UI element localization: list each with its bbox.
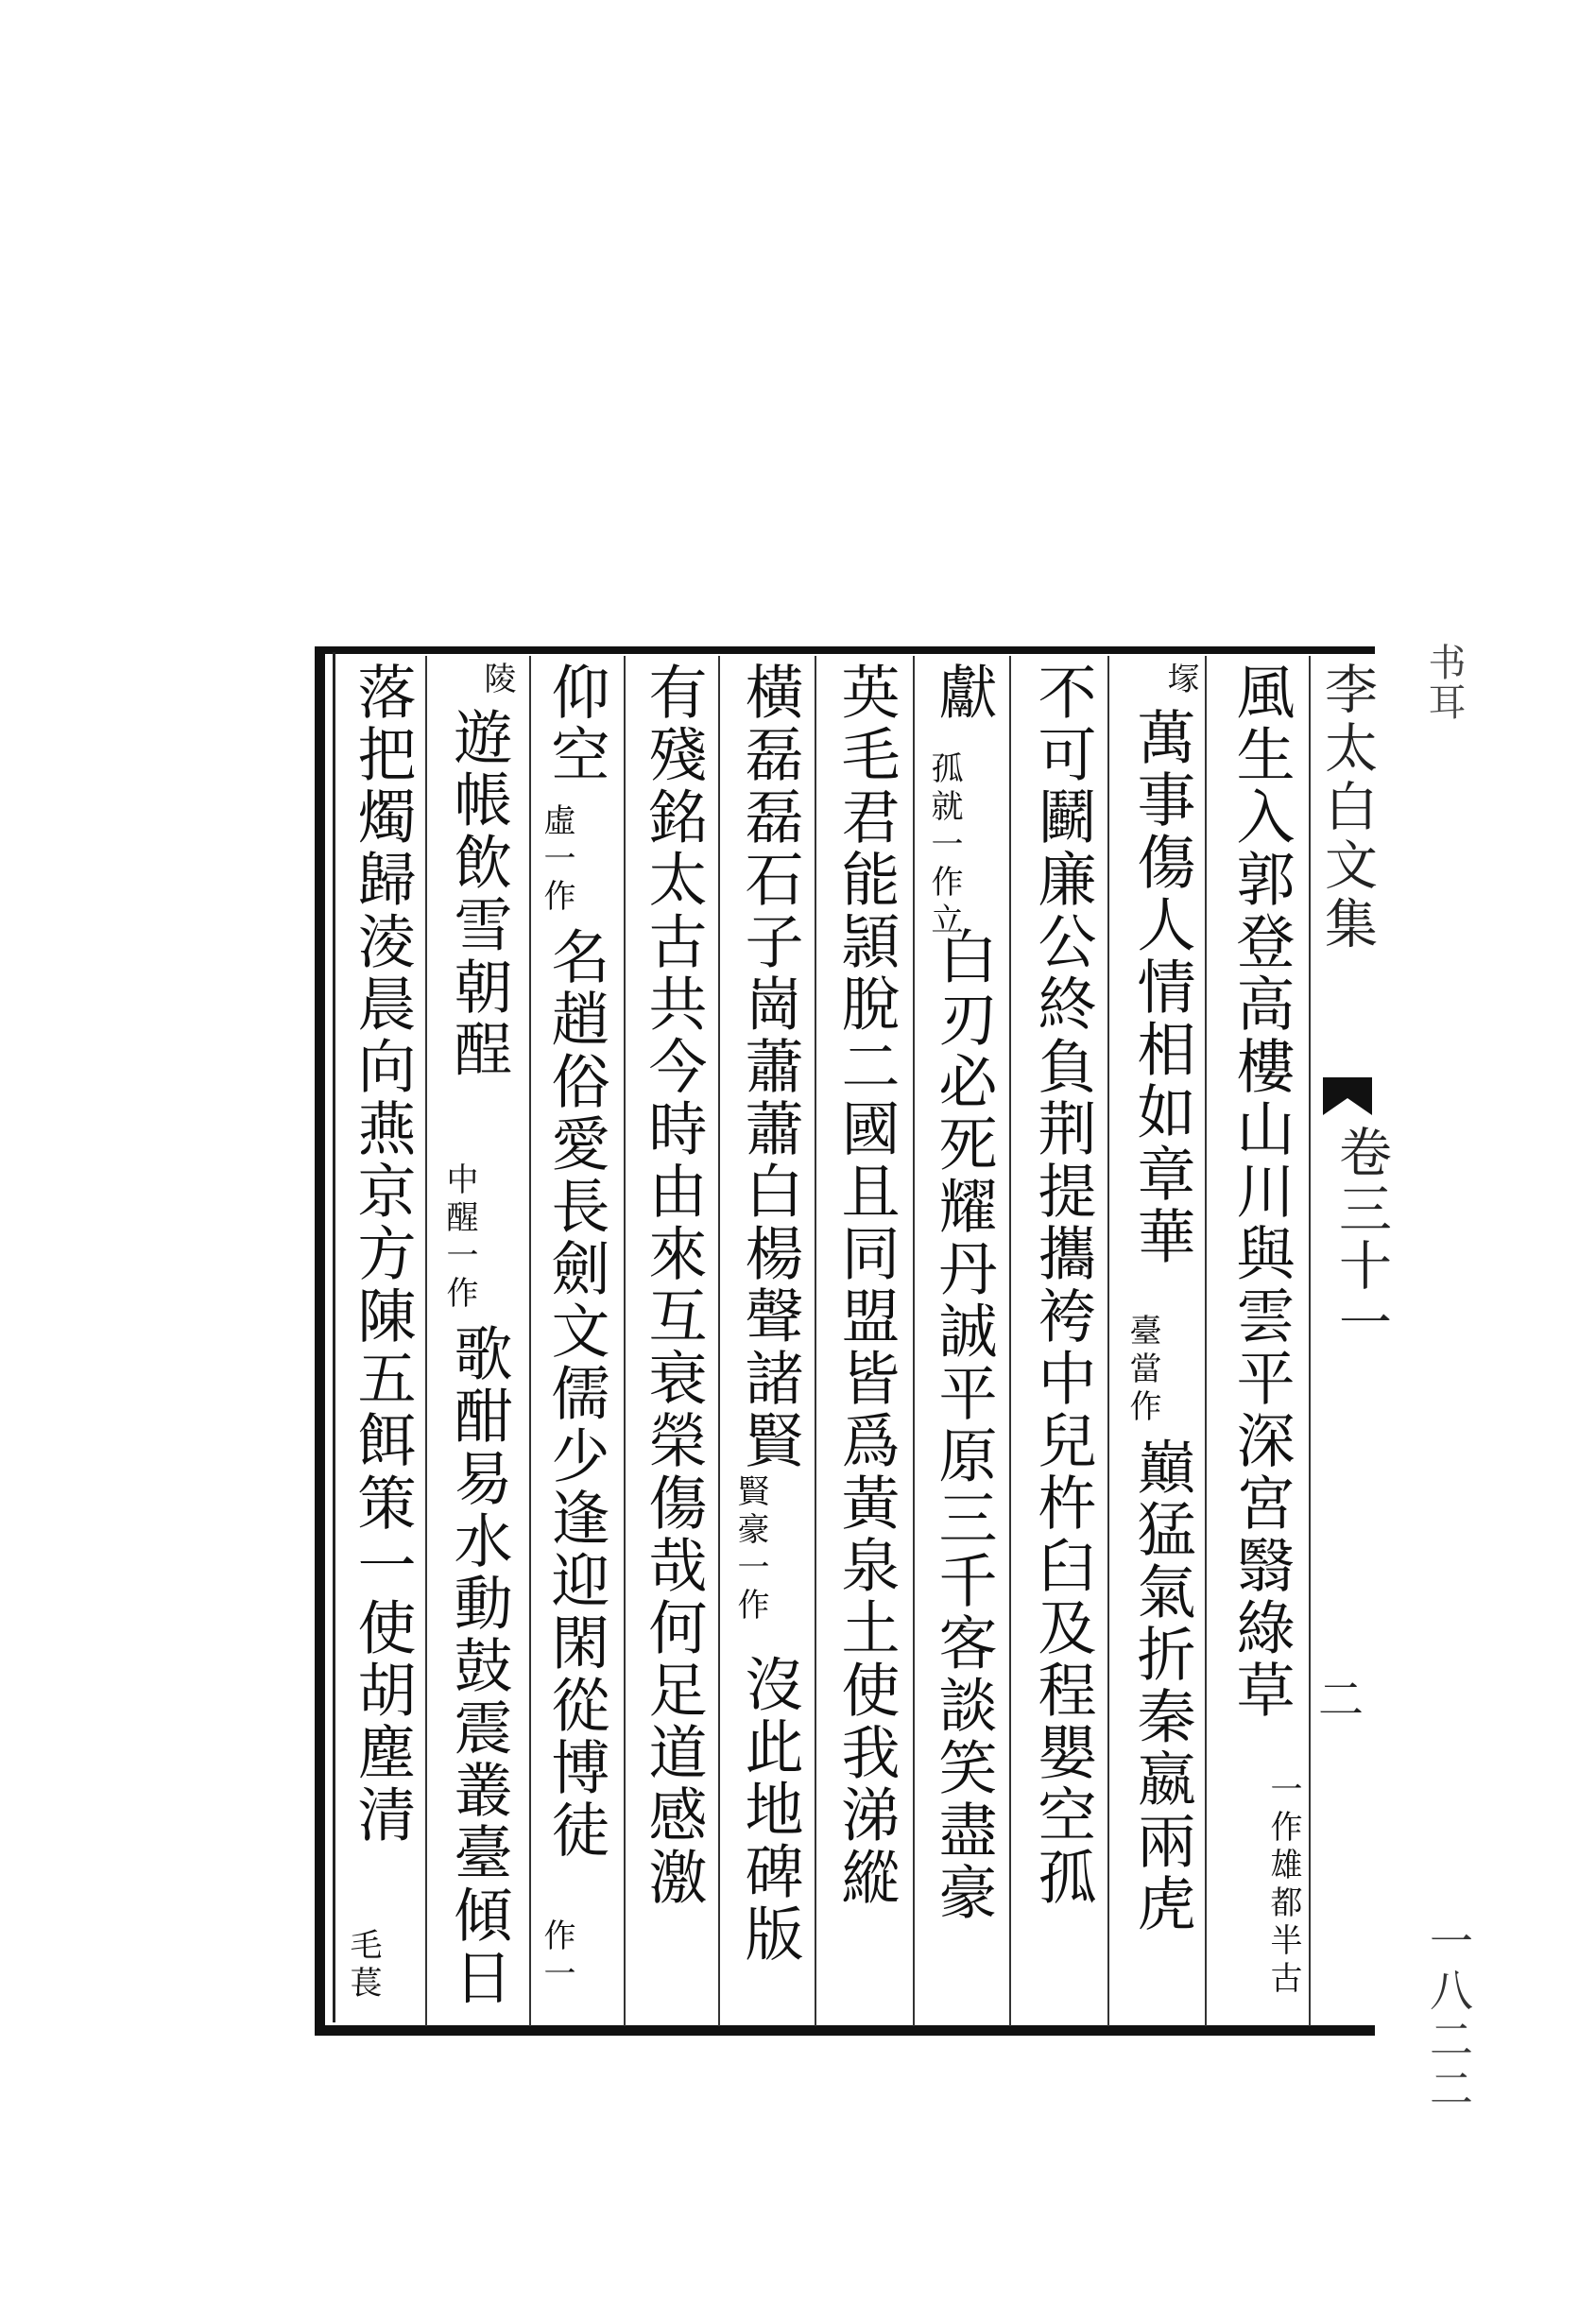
column-annotation: 一作雄都半古 [1264,1772,1302,1999]
column-main-text: 不可鬬廉公終負荆提攜袴中兒杵臼及程嬰空孤 [1028,662,1097,1909]
text-column-4 [921,662,1004,2022]
column-main-text: 落把燭歸淩晨向燕京方陳五餌策一使胡塵清 [348,662,417,1847]
column-main-text: 風生入郭登高樓山川與雲平深宮翳綠草 [1227,662,1296,1722]
column-annotation: 賢豪一作 [731,1474,769,1625]
page-marker: 二 [1318,1674,1364,1727]
column-annotation: 毛萇 [344,1928,382,2004]
text-column-9 [437,662,520,2022]
column-main-text: 白刃必死耀丹誠平原三千客談笑盡豪 [929,926,998,1924]
column-main-text: 遊帳飲雪朝酲 [444,707,513,1081]
book-title: 李太白文集 [1316,662,1378,955]
column-main-text: 仰空 [541,662,610,786]
text-column-3 [1021,662,1104,2022]
column-annotation: 作一 [538,1918,575,1994]
column-main-text: 歌酣易水動鼓震叢臺傾日 [444,1323,513,2009]
column-main-text: 英毛君能頴脫二國且同盟皆爲黃泉土使我涕縱 [832,662,901,1909]
column-annotation: 塜 [1161,662,1199,699]
column-rule [1205,656,1207,2026]
text-column-2 [1120,662,1203,2022]
column-main-text: 獻 [929,662,998,724]
page-number: 一八二二 [1423,1918,1474,2115]
column-rule [624,656,626,2026]
column-annotation: 虛一作 [538,803,575,917]
column-main-text: 巔猛氣折秦嬴兩虎 [1127,1436,1196,1935]
column-rule [529,656,531,2026]
column-annotation: 中醒一作 [440,1162,478,1314]
column-rule [913,656,915,2026]
column-main-text: 名趙俗愛長劍文儒少逢迎閑從博徒 [541,926,610,1862]
text-column-7 [631,662,714,2022]
column-annotation: 臺當作 [1124,1314,1161,1427]
column-main-text: 有殘銘太古共今時由來互衰榮傷哉何足道感激 [639,662,708,1909]
text-column-1 [1219,662,1302,2022]
column-rule [1107,656,1109,2026]
column-rule [718,656,720,2026]
column-rule [1009,656,1011,2026]
column-main-text: 萬事傷人情相如章華 [1127,707,1196,1268]
column-main-text: 沒此地碑版 [735,1654,804,1966]
text-column-8 [534,662,617,2022]
column-rule [425,656,427,2026]
frame-inner-line [333,652,335,2022]
column-rule [815,656,816,2026]
text-column-10 [340,662,423,2022]
volume-label: 卷三十一 [1330,1125,1392,1351]
column-annotation: 陵 [478,662,516,699]
column-annotation: 孤就一作立 [925,751,963,940]
header-label: 书耳 [1422,643,1466,722]
text-column-6 [728,662,811,2022]
text-column-5 [824,662,907,2022]
column-main-text: 橫磊磊石子崗蕭蕭白楊聲諸賢 [735,662,804,1472]
